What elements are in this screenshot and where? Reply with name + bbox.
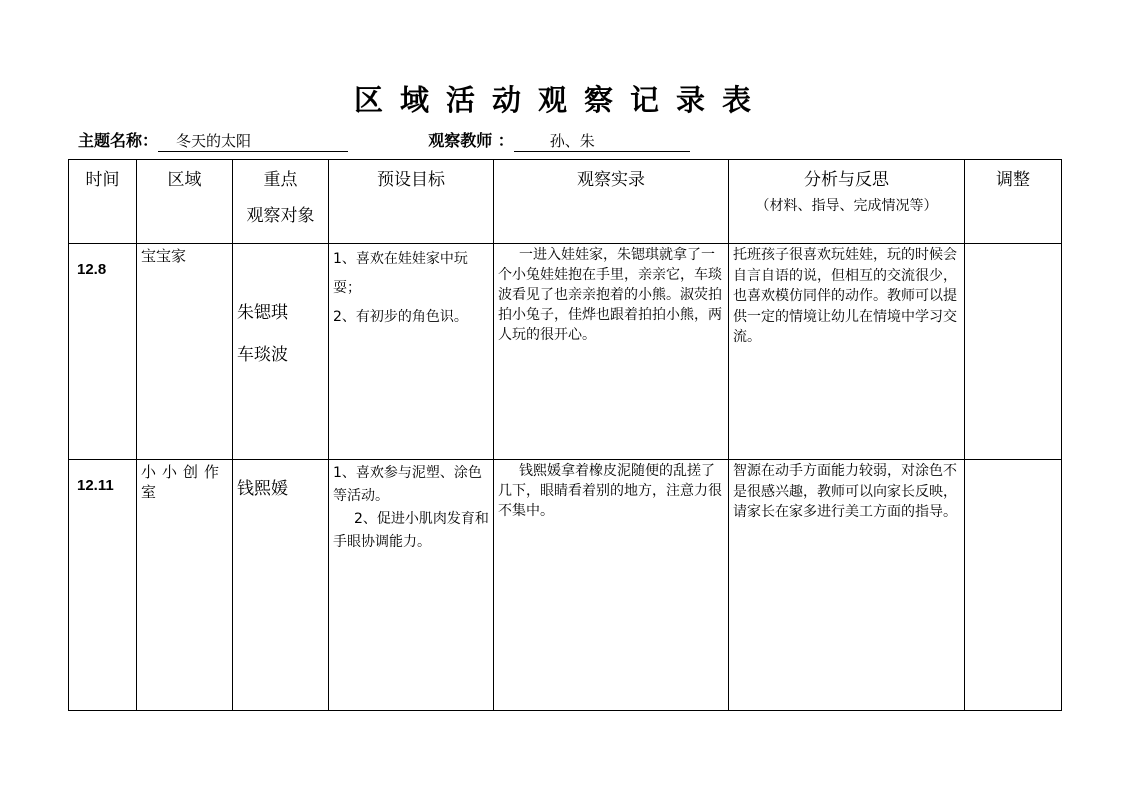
row-focus xyxy=(233,244,329,460)
header-goal: 预设目标 xyxy=(329,160,494,244)
header-focus xyxy=(233,160,329,244)
header-area: 区域 xyxy=(137,160,233,244)
goal-item: 2、有初步的角色识。 xyxy=(333,309,468,325)
row-analysis: 托班孩子很喜欢玩娃娃，玩的时候会自言自语的说，但相互的交流很少，也喜欢模仿同伴的动作。教师可以提供一定的情境让幼儿在情境中学习交流。 xyxy=(729,244,965,460)
row-area: 小小创作室 xyxy=(137,460,233,711)
row-adjust xyxy=(965,244,1062,460)
meta-line xyxy=(78,128,690,152)
goal-item: 2、促进小肌肉发育和手眼协调能力。 xyxy=(333,511,489,550)
theme-value: 冬天的太阳 xyxy=(158,131,348,152)
header-time: 时间 xyxy=(69,160,137,244)
focus-child: 车琰波 xyxy=(237,345,288,365)
row-adjust xyxy=(965,460,1062,711)
focus-child: 朱锶琪 xyxy=(237,303,288,323)
focus-child: 钱熙媛 xyxy=(237,479,288,499)
page-title: 区域活动观察记录表 xyxy=(353,83,768,117)
row-observation: 一进入娃娃家，朱锶琪就拿了一个小兔娃娃抱在手里，亲亲它，车琰波看见了也亲亲抱着的小熊。淑荧拍拍小兔子，佳烨也跟着拍拍小熊，两人玩的很开心。 xyxy=(494,244,729,460)
table-row xyxy=(69,244,1062,460)
row-observation: 钱熙媛拿着橡皮泥随便的乱搓了几下，眼睛看着别的地方，注意力很不集中。 xyxy=(494,460,729,711)
header-focus-line2: 观察对象 xyxy=(246,206,315,226)
row-goal xyxy=(329,244,494,460)
row-time: 12.8 xyxy=(69,244,137,460)
row-goal xyxy=(329,460,494,711)
header-analysis-sub: （材料、指导、完成情况等） xyxy=(755,198,938,214)
teacher-label: 观察教师 ： xyxy=(428,131,514,150)
header-analysis-title: 分析与反思 xyxy=(804,170,889,190)
teacher-value: 孙、朱 xyxy=(514,131,690,152)
row-focus xyxy=(233,460,329,711)
header-row xyxy=(69,160,1062,244)
theme-label: 主题名称： xyxy=(78,131,159,150)
header-analysis xyxy=(729,160,965,244)
header-focus-line1: 重点 xyxy=(263,170,298,190)
observation-table xyxy=(68,159,1062,711)
goal-item: 1、喜欢参与泥塑、涂色等活动。 xyxy=(333,465,482,504)
table-row xyxy=(69,460,1062,711)
row-analysis: 智源在动手方面能力较弱，对涂色不是很感兴趣，教师可以向家长反映，请家长在家多进行美工方面的指导。 xyxy=(729,460,965,711)
goal-item: 1、喜欢在娃娃家中玩耍； xyxy=(333,251,468,296)
header-adjust: 调整 xyxy=(965,160,1062,244)
header-observation: 观察实录 xyxy=(494,160,729,244)
row-area: 宝宝家 xyxy=(137,244,233,460)
row-time: 12.11 xyxy=(69,460,137,711)
